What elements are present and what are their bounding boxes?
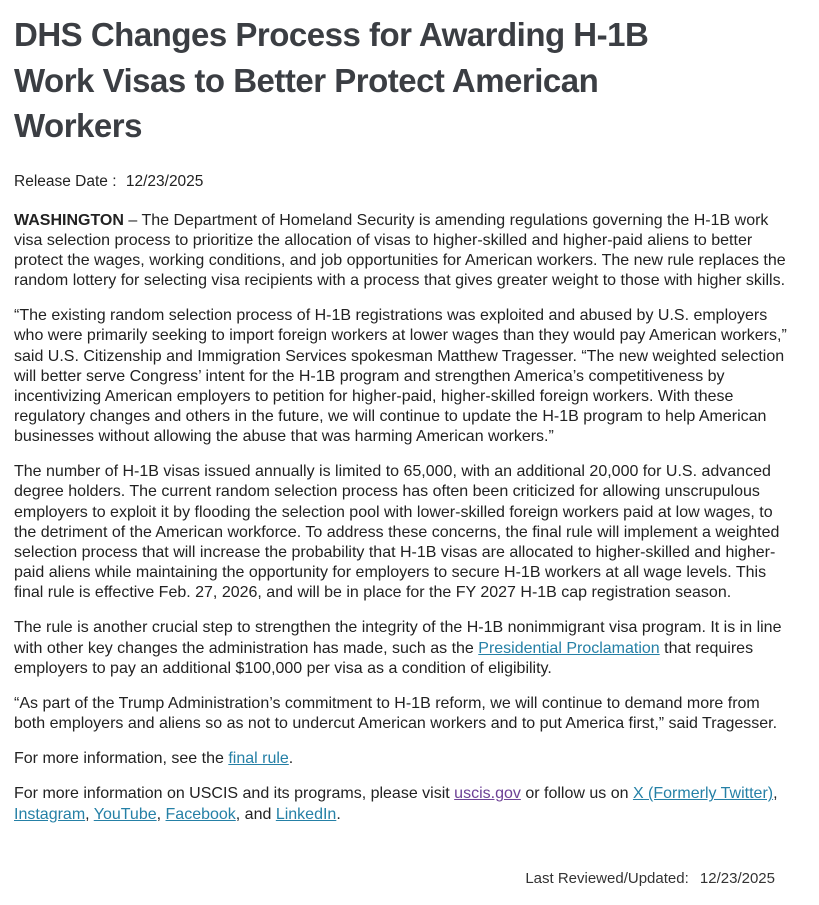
instagram-link[interactable]: Instagram [14,805,86,823]
page-title: DHS Changes Process for Awarding H-1B Work Visas to Better Protect American Workers [14,16,649,145]
last-reviewed-value: 12/23/2025 [699,870,775,887]
presidential-proclamation-link[interactable]: Presidential Proclamation [478,639,660,657]
release-date-value: 12/23/2025 [125,172,204,190]
final-rule-link[interactable]: final rule [228,750,289,768]
article-body [14,211,789,840]
uscis-gov-link[interactable]: uscis.gov [454,785,521,803]
last-reviewed-label: Last Reviewed/Updated: [525,870,689,887]
youtube-link[interactable]: YouTube [93,805,157,823]
release-date-label: Release Date : [14,172,117,190]
last-reviewed [14,870,789,887]
quote-paragraph: “The existing random selection process of H-1B registrations was exploited and abused by U.S. employers who were primarily seeking to import foreign workers at lower wages than they would pay American workers,” said U.S. Citizenship and Immigration Services spokesman Matthew Tragesser. “The new weighted selection will better serve Congress’ intent for the H-1B program and strengthen America’s competitiveness by incentivizing American employers to petition for higher-paid, higher-skilled foreign workers. With these regulatory changes and others in the future, we will continue to update the H-1B program to help American businesses without allowing the abuse that was harming American workers.” [14,307,787,446]
facebook-link[interactable]: Facebook [165,805,236,823]
rule-integrity-paragraph: The rule is another crucial step to strengthen the integrity of the H-1B nonimmigrant visa program. It is in line with other key changes the administration has made, such as the Presidential Proclamation that requires employers to pay an additional $100,000 per visa as a condition of eligibility. [14,619,782,677]
social-links-paragraph: For more information on USCIS and its programs, please visit uscis.gov or follow us on X (Formerly Twitter), Instagram, YouTube, Facebook, and LinkedIn. [14,785,778,823]
visa-cap-paragraph: The number of H-1B visas issued annually is limited to 65,000, with an additional 20,000 for U.S. advanced degree holders. The current random selection process has often been criticized for allowing unscrupulous employers to exploit it by flooding the selection pool with lower-skilled foreign workers paid at low wages, to the detriment of the American workforce. To address these concerns, the final rule will implement a weighted selection process that will increase the probability that H-1B visas are allocated to higher-skilled and higher-paid aliens while maintaining the opportunity for employers to secure H-1B workers at all wage levels. This final rule is effective Feb. 27, 2026, and will be in place for the FY 2027 H-1B cap registration season. [14,463,780,602]
x-twitter-link[interactable]: X (Formerly Twitter) [632,785,774,803]
closing-quote-paragraph: “As part of the Trump Administration’s commitment to H-1B reform, we will continue to demand more from both employers and aliens so as not to undercut American workers and to put America first,” said Tragesser. [14,694,778,733]
linkedin-link[interactable]: LinkedIn [275,805,337,823]
intro-paragraph: WASHINGTON – The Department of Homeland Security is amending regulations governing the H-1B work visa selection process to prioritize the allocation of visas to higher-skilled and higher-paid aliens to better protect the wages, working conditions, and job opportunities for American workers. The new rule replaces the random lottery for selecting visa recipients with a process that gives greater weight to those with higher skills. [14,211,786,290]
final-rule-paragraph: For more information, see the final rule. [14,750,294,768]
dateline: WASHINGTON [14,211,124,229]
release-date [14,173,789,191]
